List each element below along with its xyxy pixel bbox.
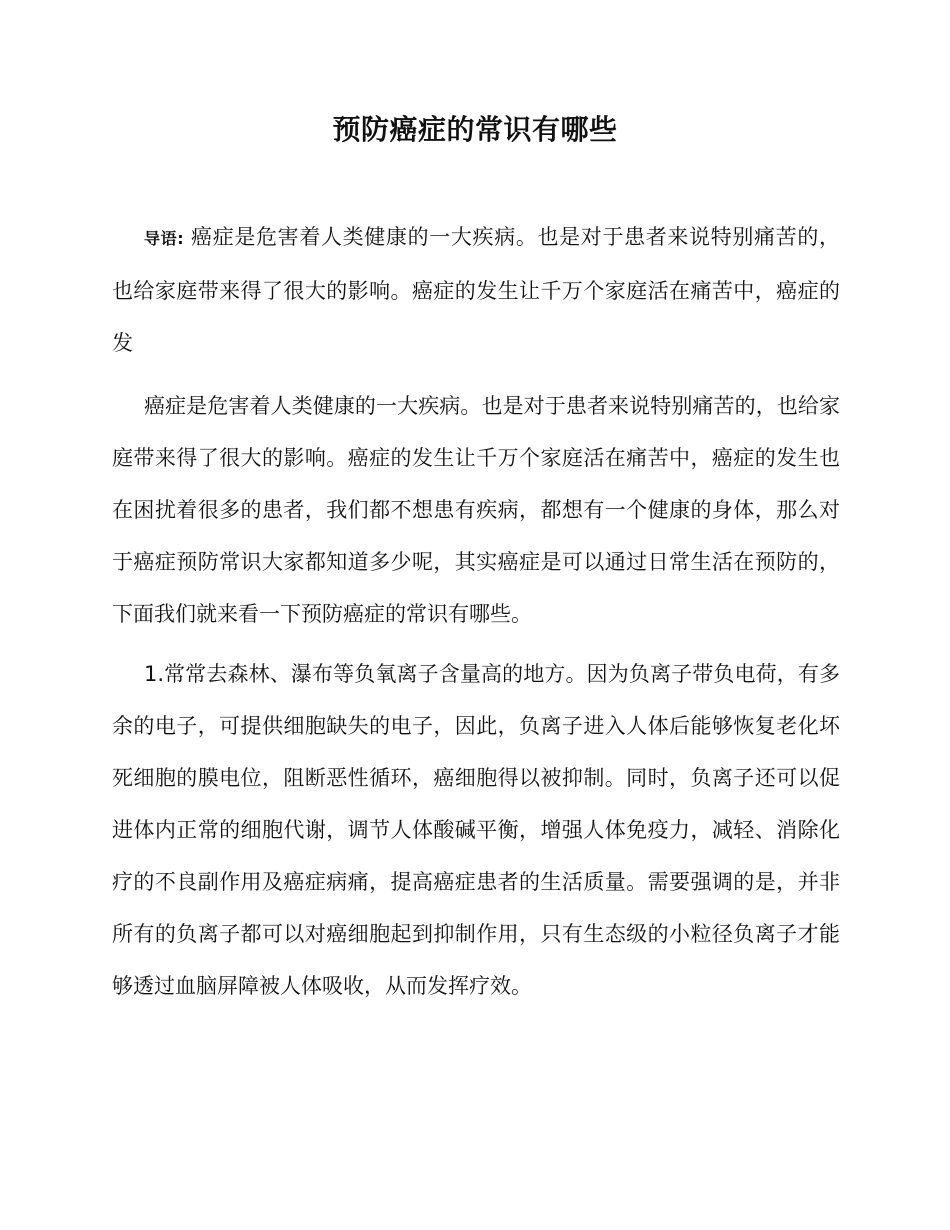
body-paragraph-2: 1.常常去森林、瀑布等负氧离子含量高的地方。因为负离子带负电荷，有多余的电子，可提供细胞缺失的电子，因此，负离子进入人体后能够恢复老化坏死细胞的膜电位，阻断恶性循环，癌细胞得以被抑制。同时，负离子还可以促进体内正常的细胞代谢，调节人体酸碱平衡，增强人体免疫力，减轻、消除化疗的不良副作用及癌症病痛，提高癌症患者的生活质量。需要强调的是，并非所有的负离子都可以对癌细胞起到抑制作用，只有生态级的小粒径负离子才能够透过血脑屏障被人体吸收，从而发挥疗效。 bbox=[112, 662, 840, 998]
intro-text: 癌症是危害着人类健康的一大疾病。也是对于患者来说特别痛苦的，也给家庭带来得了很大的影响。癌症的发生让千万个家庭活在痛苦中，癌症的发 bbox=[112, 225, 840, 355]
intro-paragraph bbox=[112, 211, 840, 369]
body-paragraph-1: 癌症是危害着人类健康的一大疾病。也是对于患者来说特别痛苦的，也给家庭带来得了很大的影响。癌症的发生让千万个家庭活在痛苦中，癌症的发生也在困扰着很多的患者，我们都不想患有疾病，都想有一个健康的身体，那么对于癌症预防常识大家都知道多少呢，其实癌症是可以通过日常生活在预防的，下面我们就来看一下预防癌症的常识有哪些。 bbox=[112, 394, 840, 626]
intro-label: 导语: bbox=[144, 229, 184, 248]
document-title: 预防癌症的常识有哪些 bbox=[332, 113, 618, 146]
